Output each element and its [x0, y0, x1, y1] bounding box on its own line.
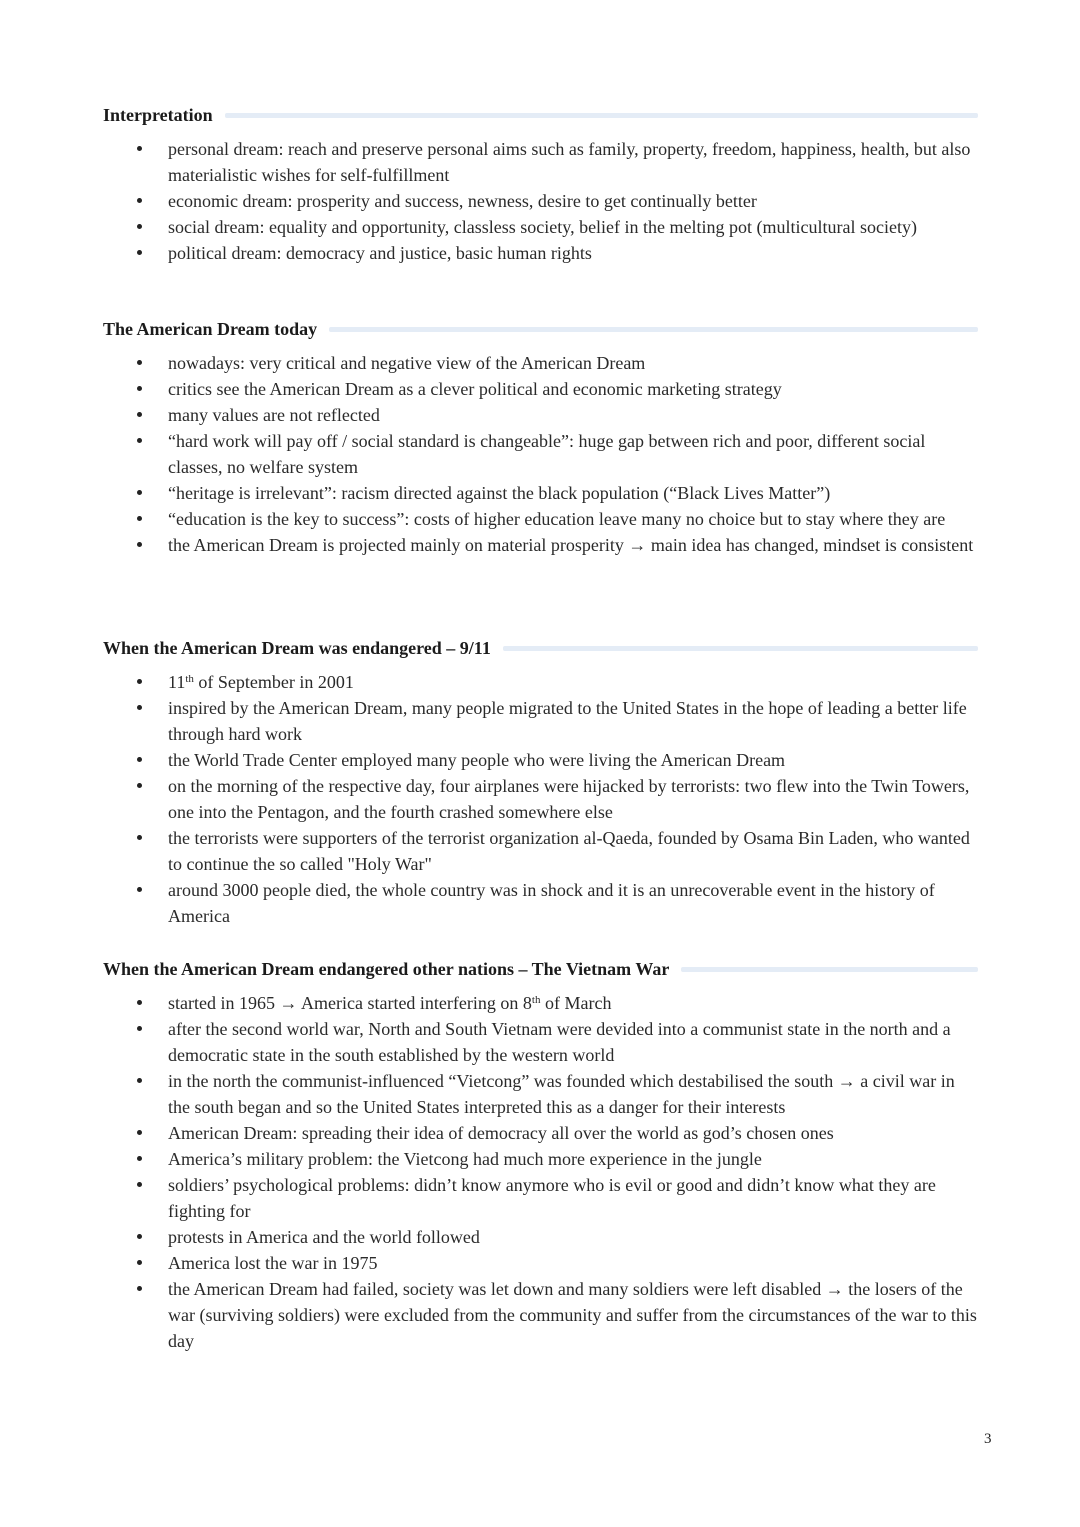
list-item: on the morning of the respective day, four airplanes were hijacked by terrorists: two flew into the Twin Towers, one into the Pentagon, and the fourth crashed somewhere else [103, 773, 978, 825]
list-item: in the north the communist-influenced “Vietcong” was founded which destabilised the south → a civil war in the south began and so the United States interpreted this as a danger for their interests [103, 1068, 978, 1120]
bullet-list [103, 350, 978, 558]
list-item: the terrorists were supporters of the terrorist organization al-Qaeda, founded by Osama Bin Laden, who wanted to continue the so called "Holy War" [103, 825, 978, 877]
list-item: after the second world war, North and South Vietnam were devided into a communist state in the north and a democratic state in the south established by the western world [103, 1016, 978, 1068]
list-item: “education is the key to success”: costs of higher education leave many no choice but to stay where they are [103, 506, 978, 532]
section-interpretation [103, 102, 978, 266]
list-item: America’s military problem: the Vietcong had much more experience in the jungle [103, 1146, 978, 1172]
list-item: “heritage is irrelevant”: racism directed against the black population (“Black Lives Matter”) [103, 480, 978, 506]
list-item [103, 669, 978, 695]
list-item [103, 990, 978, 1016]
list-item: “hard work will pay off / social standard is changeable”: huge gap between rich and poor, different social classes, no welfare system [103, 428, 978, 480]
bullet-list [103, 990, 978, 1354]
heading-rule [225, 113, 978, 118]
list-item: inspired by the American Dream, many people migrated to the United States in the hope of leading a better life through hard work [103, 695, 978, 747]
text-run: of March [540, 993, 612, 1013]
list-item: social dream: equality and opportunity, classless society, belief in the melting pot (multicultural society) [103, 214, 978, 240]
superscript: th [185, 673, 194, 685]
heading-rule [329, 327, 978, 332]
heading-rule [503, 646, 978, 651]
list-item: the American Dream had failed, society was let down and many soldiers were left disabled → the losers of the war (surviving soldiers) were excluded from the community and suffer from the circumstances of the war to this day [103, 1276, 978, 1354]
section-heading [103, 956, 978, 982]
heading-rule [681, 967, 978, 972]
list-item: political dream: democracy and justice, basic human rights [103, 240, 978, 266]
list-item: around 3000 people died, the whole country was in shock and it is an unrecoverable event in the history of America [103, 877, 978, 929]
text-run: of September in 2001 [193, 672, 354, 692]
heading-text: The American Dream today [103, 318, 318, 339]
list-item: personal dream: reach and preserve personal aims such as family, property, freedom, happiness, health, but also materialistic wishes for self-fulfillment [103, 136, 978, 188]
list-item: nowadays: very critical and negative view of the American Dream [103, 350, 978, 376]
list-item: protests in America and the world followed [103, 1224, 978, 1250]
list-item: economic dream: prosperity and success, newness, desire to get continually better [103, 188, 978, 214]
section-vietnam-war [103, 956, 978, 1354]
section-american-dream-today [103, 316, 978, 558]
text-run: started in 1965 → America started interfering on 8 [168, 993, 532, 1013]
section-heading [103, 635, 978, 661]
section-heading [103, 316, 978, 342]
heading-text: When the American Dream was endangered – 9/11 [103, 637, 491, 658]
heading-text: When the American Dream endangered other nations – The Vietnam War [103, 958, 670, 979]
superscript: th [531, 994, 541, 1006]
text-run: 11 [168, 672, 186, 692]
list-item: America lost the war in 1975 [103, 1250, 978, 1276]
list-item: the World Trade Center employed many people who were living the American Dream [103, 747, 978, 773]
list-item: soldiers’ psychological problems: didn’t know anymore who is evil or good and didn’t know what they are fighting for [103, 1172, 978, 1224]
list-item: many values are not reflected [103, 402, 978, 428]
list-item: American Dream: spreading their idea of democracy all over the world as god’s chosen ones [103, 1120, 978, 1146]
bullet-list [103, 669, 978, 929]
page-number: 3 [984, 1431, 992, 1447]
list-item: the American Dream is projected mainly on material prosperity → main idea has changed, mindset is consistent [103, 532, 978, 558]
heading-text: Interpretation [103, 104, 213, 125]
section-heading [103, 102, 978, 128]
list-item: critics see the American Dream as a clever political and economic marketing strategy [103, 376, 978, 402]
section-9-11 [103, 635, 978, 929]
bullet-list [103, 136, 978, 266]
